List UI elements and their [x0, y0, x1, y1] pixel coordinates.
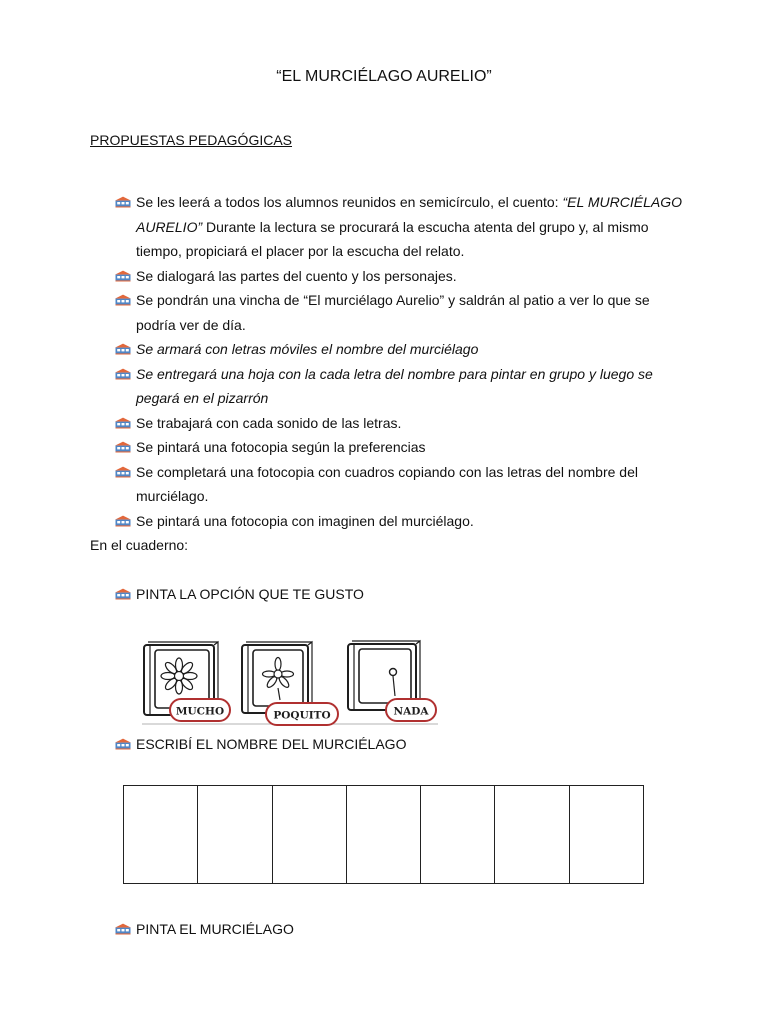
- proposal-item: [114, 337, 684, 362]
- option-nada: [386, 699, 436, 721]
- option-label: POQUITO: [273, 709, 331, 722]
- activity-opinion-text: PINTA LA OPCIÓN QUE TE GUSTO: [136, 586, 364, 602]
- proposal-text-part: Se trabajará con cada sonido de las letras.: [136, 414, 402, 431]
- proposal-item: [114, 288, 684, 337]
- proposal-text: [136, 288, 684, 337]
- classroom-icon: [114, 294, 132, 306]
- proposal-list: [114, 190, 684, 533]
- proposal-text: [136, 337, 684, 362]
- classroom-icon: [114, 441, 132, 453]
- letter-box: [124, 786, 198, 884]
- proposal-text-part: Se armará con letras móviles el nombre del murciélago: [136, 341, 479, 357]
- proposal-text: [136, 411, 684, 436]
- letter-boxes: [123, 785, 644, 884]
- activity-opinion: [114, 584, 364, 604]
- option-mucho: [170, 699, 230, 721]
- activity-paint: [114, 919, 294, 939]
- proposal-text-part: “EL MURCIÉLAGO AURELIO”: [136, 194, 682, 235]
- letter-box: [495, 786, 569, 884]
- proposal-text: [136, 509, 684, 534]
- proposal-text-part: Durante la lectura se procurará la escucha atenta del grupo y, al mismo tiempo, propiciará el placer por la escucha del relato.: [136, 218, 649, 259]
- option-label: MUCHO: [175, 705, 225, 718]
- proposal-item: [114, 435, 684, 460]
- proposal-text: [136, 460, 684, 509]
- document-title: “EL MURCIÉLAGO AURELIO”: [276, 68, 492, 85]
- option-label: NADA: [393, 705, 429, 718]
- letter-box: [421, 786, 495, 884]
- classroom-icon: [114, 368, 132, 380]
- proposal-text-part: Se dialogará las partes del cuento y los personajes.: [136, 267, 457, 284]
- letter-box: [569, 786, 643, 884]
- classroom-icon: [114, 466, 132, 478]
- opinion-illustration: [134, 630, 440, 728]
- proposal-text-part: Se completará una fotocopia con cuadros copiando con las letras del nombre del murciélago.: [136, 463, 638, 504]
- proposal-text: [136, 190, 684, 264]
- proposal-item: [114, 509, 684, 534]
- activity-paint-text: PINTA EL MURCIÉLAGO: [136, 921, 294, 937]
- proposal-item: [114, 362, 684, 411]
- classroom-icon: [114, 196, 132, 208]
- classroom-icon: [114, 343, 132, 355]
- proposal-text-part: Se les leerá a todos los alumnos reunidos en semicírculo, el cuento:: [136, 194, 563, 210]
- classroom-icon: [114, 270, 132, 282]
- activity-write-name: [114, 734, 406, 754]
- proposal-item: [114, 190, 684, 264]
- proposal-text-part: Se entregará una hoja con la cada letra del nombre para pintar en grupo y luego se pegará en el pizarrón: [136, 365, 653, 406]
- activity-write-name-text: ESCRIBÍ EL NOMBRE DEL MURCIÉLAGO: [136, 736, 407, 752]
- proposal-item: [114, 460, 684, 509]
- proposal-text-part: Se pintará una fotocopia con imaginen del murciélago.: [136, 512, 474, 529]
- letter-box: [272, 786, 346, 884]
- classroom-icon: [114, 515, 132, 527]
- letter-box: [346, 786, 420, 884]
- classroom-icon: [114, 738, 132, 750]
- proposal-text: [136, 362, 684, 411]
- proposal-text: [136, 435, 684, 460]
- proposal-text: [136, 264, 684, 289]
- proposal-item: [114, 264, 684, 289]
- classroom-icon: [114, 417, 132, 429]
- classroom-icon: [114, 923, 132, 935]
- section-heading: PROPUESTAS PEDAGÓGICAS: [90, 132, 293, 148]
- classroom-icon: [114, 588, 132, 600]
- proposal-text-part: Se pondrán una vincha de “El murciélago Aurelio” y saldrán al patio a ver lo que se podría ver de día.: [136, 292, 650, 333]
- option-poquito: [266, 703, 338, 725]
- proposal-text-part: Se pintará una fotocopia según la preferencias: [136, 439, 426, 455]
- proposal-item: [114, 411, 684, 436]
- letter-box: [198, 786, 272, 884]
- notebook-label: En el cuaderno:: [90, 537, 189, 553]
